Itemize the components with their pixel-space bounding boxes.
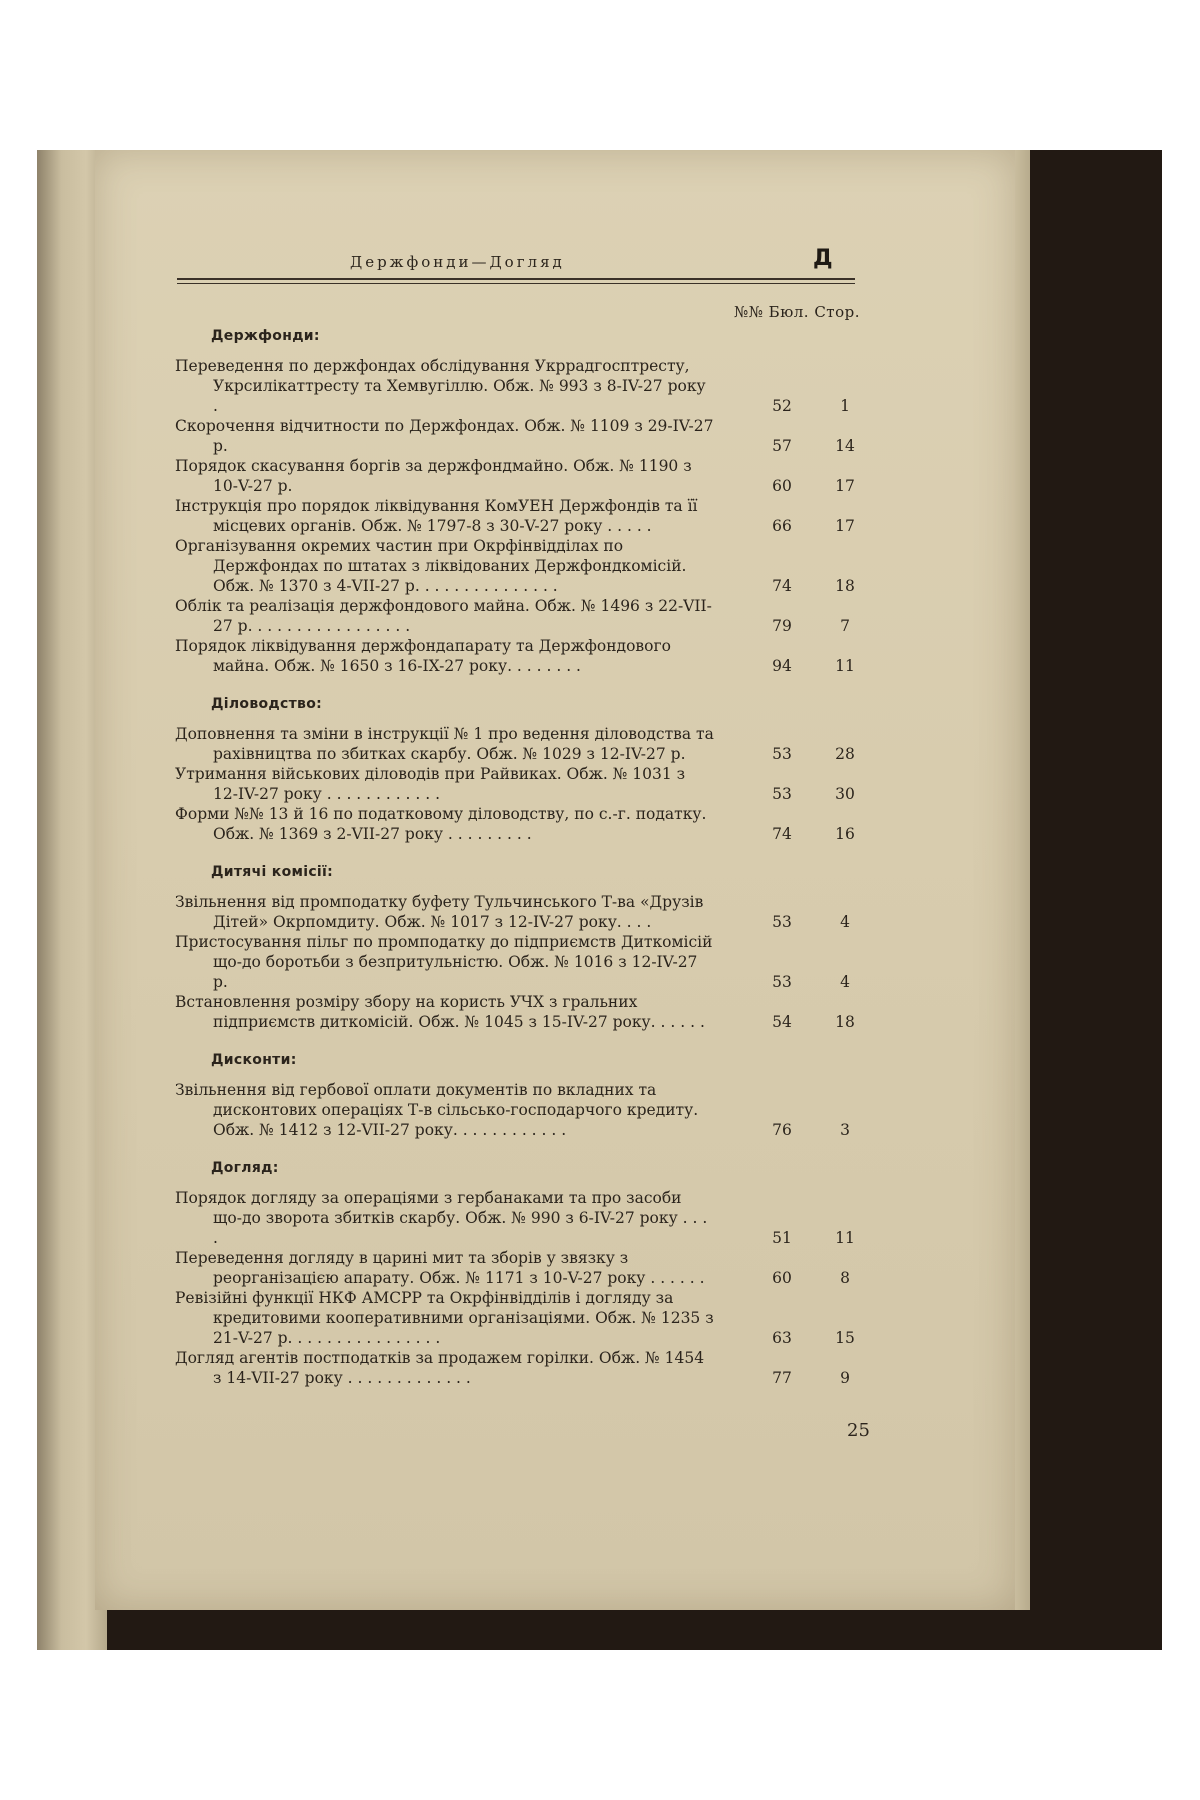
bulletin-number: 77 xyxy=(772,1369,792,1387)
index-section xyxy=(175,696,865,844)
page-reference: 9 xyxy=(840,1369,850,1387)
bulletin-number: 53 xyxy=(772,913,792,931)
index-entry xyxy=(175,416,865,456)
bulletin-number: 76 xyxy=(772,1121,792,1139)
entry-text: Порядок догляду за операціями з гербанаками та про засоби що-до зворота збитків скарбу. Обж. № 990 з 6-IV-27 року . . . . xyxy=(175,1189,708,1247)
page-reference: 14 xyxy=(835,437,855,455)
index-section xyxy=(175,1160,865,1388)
bulletin-number: 53 xyxy=(772,745,792,763)
index-section xyxy=(175,328,865,676)
index-entry xyxy=(175,1348,865,1388)
page-reference: 8 xyxy=(840,1269,850,1287)
index-entry xyxy=(175,1080,865,1140)
entry-text: Порядок ліквідування держфондапарату та Держфондового майна. Обж. № 1650 з 16-IX-27 року. . . . . . . . xyxy=(175,637,671,675)
bulletin-number: 54 xyxy=(772,1013,792,1031)
section-letter: Д xyxy=(813,246,833,271)
page-reference: 28 xyxy=(835,745,855,763)
page-reference: 4 xyxy=(840,973,850,991)
index-entry xyxy=(175,356,865,416)
page-reference: 4 xyxy=(840,913,850,931)
index-entry xyxy=(175,724,865,764)
index-entry xyxy=(175,892,865,932)
entry-text: Переведення догляду в царині мит та зборів у звязку з реорганізацією апарату. Обж. № 1171 з 10-V-27 року . . . . . . xyxy=(175,1249,705,1287)
section-title: Діловодство: xyxy=(211,696,323,712)
header-rule-thin xyxy=(177,283,855,284)
index-entry xyxy=(175,1288,865,1348)
entry-text: Звільнення від гербової оплати документів по вкладних та дисконтових операціях Т-в сільсько-господарчого кредиту. Обж. № 1412 з 12-VII-27 року. . . . . . . . . . . . xyxy=(175,1081,699,1139)
page-reference: 18 xyxy=(835,1013,855,1031)
index-entry xyxy=(175,496,865,536)
entry-text: Звільнення від промподатку буфету Тульчинського Т-ва «Друзів Дітей» Окрпомдиту. Обж. № 1017 з 12-IV-27 року. . . . xyxy=(175,893,704,931)
entry-text: Форми №№ 13 й 16 по податковому діловодству, по с.-г. податку. Обж. № 1369 з 2-VII-27 року . . . . . . . . . xyxy=(175,805,707,843)
bulletin-number: 53 xyxy=(772,973,792,991)
entry-text: Ревізійні функції НКФ АМСРР та Окрфінвідділів і догляду за кредитовими кооперативними організаціями. Обж. № 1235 з 21-V-27 р. . . . . . . . . . . . . . . . xyxy=(175,1289,714,1347)
header-rule xyxy=(177,278,855,280)
index-content xyxy=(175,328,865,1408)
page-reference: 30 xyxy=(835,785,855,803)
page-reference: 1 xyxy=(840,397,850,415)
entry-text: Облік та реалізація держфондового майна. Обж. № 1496 з 22-VII-27 р. . . . . . . . . . . . . . . . . xyxy=(175,597,712,635)
index-entry xyxy=(175,992,865,1032)
page-reference: 7 xyxy=(840,617,850,635)
index-entry xyxy=(175,596,865,636)
page-reference: 16 xyxy=(835,825,855,843)
section-title: Дитячі комісії: xyxy=(211,864,334,880)
index-entry xyxy=(175,764,865,804)
entry-text: Порядок скасування боргів за держфондмайно. Обж. № 1190 з 10-V-27 р. xyxy=(175,457,692,495)
page-reference: 3 xyxy=(840,1121,850,1139)
index-entry xyxy=(175,636,865,676)
index-entry xyxy=(175,536,865,596)
page-reference: 11 xyxy=(835,657,855,675)
index-entry xyxy=(175,456,865,496)
column-header: №№ Бюл. Стор. xyxy=(734,303,860,321)
entry-text: Інструкція про порядок ліквідування КомУЕН Держфондів та її місцевих органів. Обж. № 1797-8 з 30-V-27 року . . . . . xyxy=(175,497,698,535)
entry-text: Утримання військових діловодів при Райвиках. Обж. № 1031 з 12-IV-27 року . . . . . . . . . . . . xyxy=(175,765,686,803)
bulletin-number: 66 xyxy=(772,517,792,535)
bulletin-number: 51 xyxy=(772,1229,792,1247)
section-title: Догляд: xyxy=(211,1160,279,1176)
page-reference: 15 xyxy=(835,1329,855,1347)
bulletin-number: 74 xyxy=(772,577,792,595)
page-number: 25 xyxy=(847,1420,870,1441)
book-page xyxy=(95,150,1015,1610)
running-title: Держфонди—Догляд xyxy=(350,253,565,271)
bulletin-number: 57 xyxy=(772,437,792,455)
index-section xyxy=(175,864,865,1032)
index-entry xyxy=(175,1188,865,1248)
entry-text: Пристосування пільг по промподатку до підприємств Диткомісій що-до боротьби з безпритульністю. Обж. № 1016 з 12-IV-27 р. xyxy=(175,933,713,991)
section-title: Дисконти: xyxy=(211,1052,297,1068)
page-reference: 18 xyxy=(835,577,855,595)
entry-text: Догляд агентів постподатків за продажем горілки. Обж. № 1454 з 14-VII-27 року . . . . . . . . . . . . . xyxy=(175,1349,705,1387)
index-entry xyxy=(175,804,865,844)
bulletin-number: 79 xyxy=(772,617,792,635)
page-reference: 17 xyxy=(835,477,855,495)
bulletin-number: 53 xyxy=(772,785,792,803)
entry-text: Організування окремих частин при Окрфінвідділах по Держфондах по штатах з ліквідованих Держфондкомісій. Обж. № 1370 з 4-VII-27 р. . . . . . . . . . . . . . . xyxy=(175,537,687,595)
page-reference: 17 xyxy=(835,517,855,535)
entry-text: Встановлення розміру збору на користь УЧХ з гральних підприємств диткомісій. Обж. № 1045 з 15-IV-27 року. . . . . . xyxy=(175,993,705,1031)
index-entry xyxy=(175,932,865,992)
bulletin-number: 63 xyxy=(772,1329,792,1347)
entry-text: Скорочення відчитности по Держфондах. Обж. № 1109 з 29-IV-27 р. xyxy=(175,417,714,455)
section-title: Держфонди: xyxy=(211,328,320,344)
bulletin-number: 94 xyxy=(772,657,792,675)
entry-text: Переведення по держфондах обслідування Укррадгосптресту, Укрсилікаттресту та Хемвугіллю. Обж. № 993 з 8-IV-27 року . xyxy=(175,357,706,415)
index-entry xyxy=(175,1248,865,1288)
index-section xyxy=(175,1052,865,1140)
bulletin-number: 52 xyxy=(772,397,792,415)
entry-text: Доповнення та зміни в інструкції № 1 про ведення діловодства та рахівництва по збитках скарбу. Обж. № 1029 з 12-IV-27 р. xyxy=(175,725,714,763)
page-reference: 11 xyxy=(835,1229,855,1247)
bulletin-number: 60 xyxy=(772,1269,792,1287)
bulletin-number: 60 xyxy=(772,477,792,495)
bulletin-number: 74 xyxy=(772,825,792,843)
